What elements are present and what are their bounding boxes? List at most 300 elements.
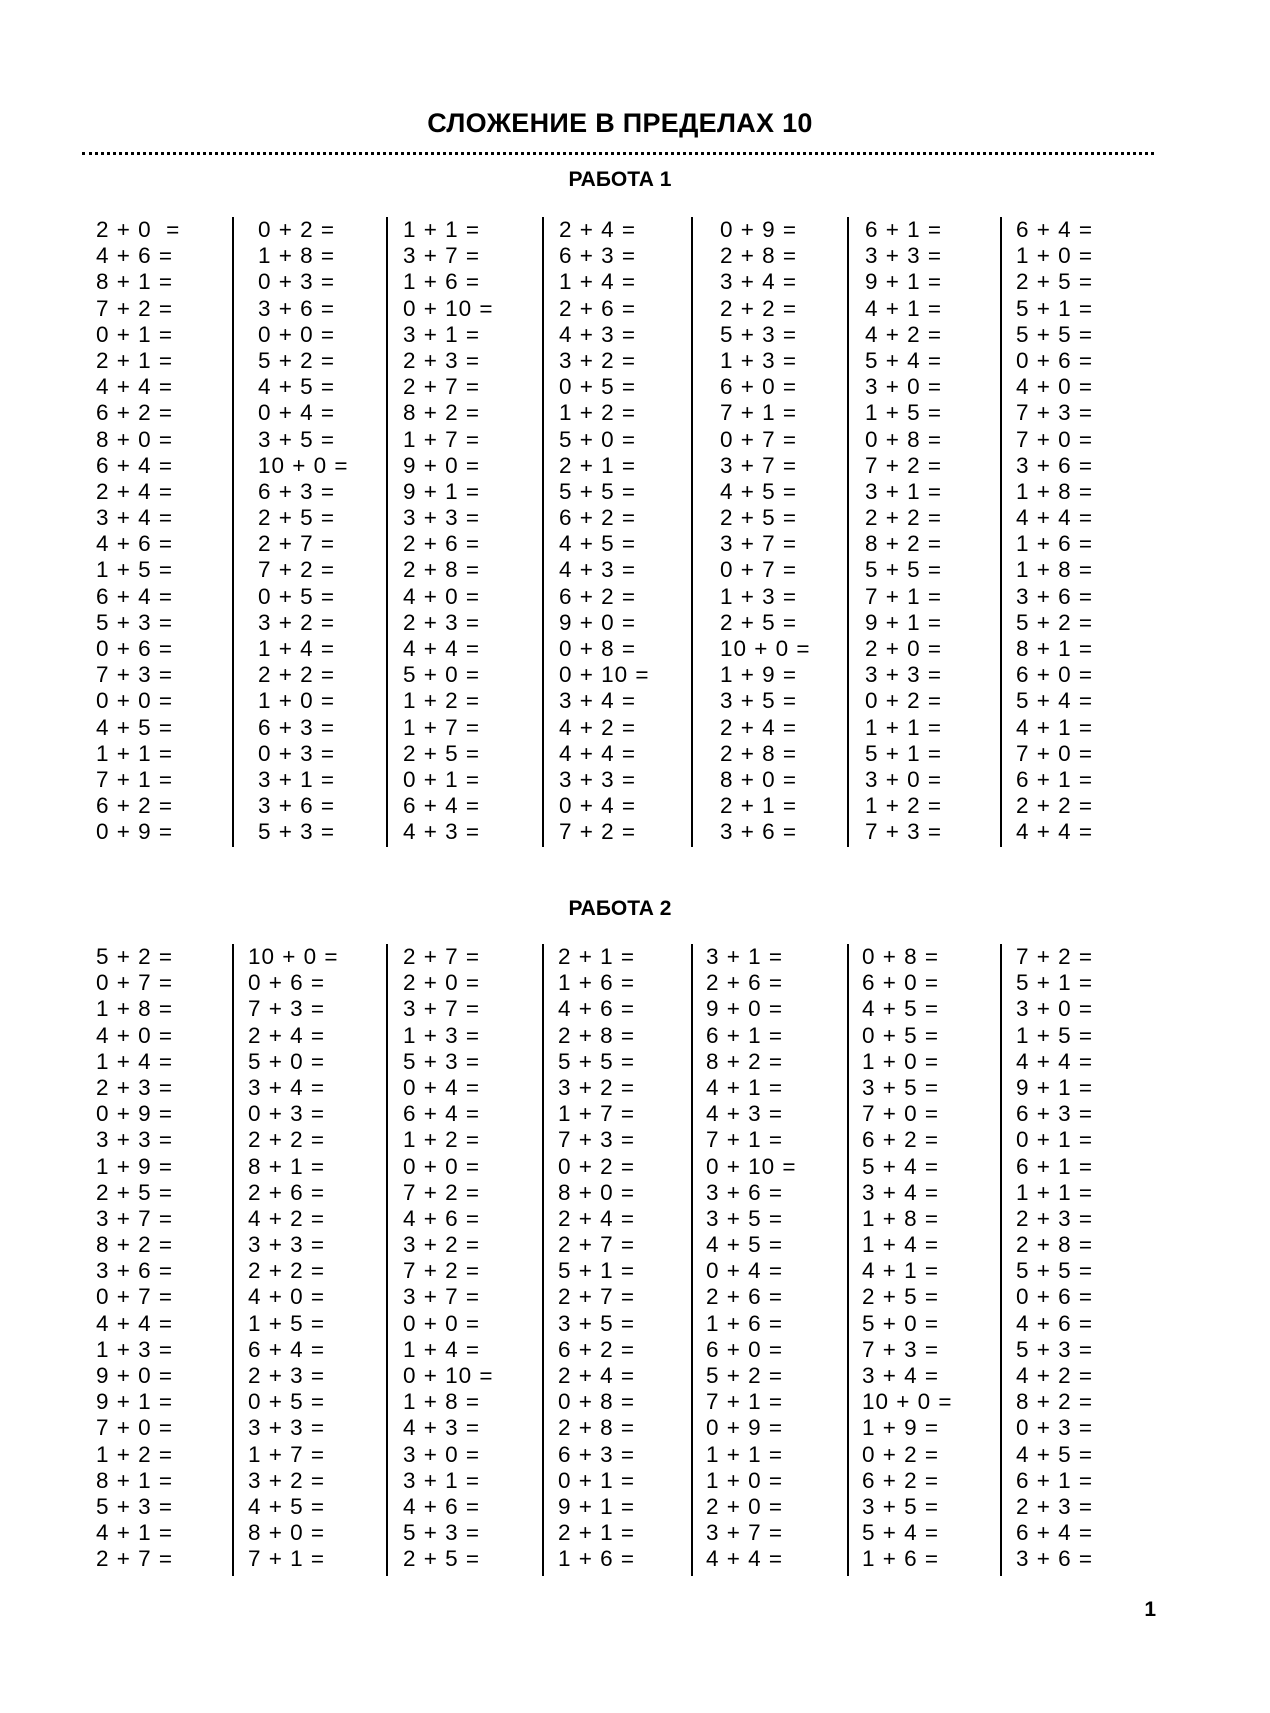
exercise: 2 + 2 = — [258, 662, 336, 688]
exercise: 2 + 7 = — [403, 944, 481, 969]
column-divider — [542, 944, 544, 1576]
exercise: 1 + 8 = — [862, 1205, 940, 1231]
exercise: 4 + 3 = — [559, 557, 637, 583]
exercise: 1 + 4 = — [862, 1232, 940, 1258]
exercise: 3 + 6 = — [720, 819, 798, 845]
exercise: 5 + 0 = — [862, 1310, 940, 1336]
exercise: 5 + 5 = — [559, 478, 637, 504]
exercise: 5 + 1 = — [1016, 970, 1094, 996]
exercise: 3 + 6 = — [1016, 1546, 1094, 1572]
exercise: 2 + 6 = — [248, 1179, 326, 1205]
exercise: 1 + 5 = — [248, 1310, 326, 1336]
exercise: 7 + 2 = — [865, 452, 943, 478]
exercise: 5 + 0 = — [559, 426, 637, 452]
exercise: 7 + 0 = — [862, 1101, 940, 1127]
exercise: 6 + 1 = — [865, 217, 943, 242]
exercise: 0 + 6 = — [1016, 347, 1094, 373]
exercise: 3 + 2 = — [403, 1232, 481, 1258]
exercise: 3 + 7 = — [403, 243, 481, 269]
exercise: 6 + 1 = — [1016, 1153, 1094, 1179]
exercise: 7 + 2 = — [559, 819, 637, 845]
exercise: 1 + 2 = — [403, 688, 481, 714]
exercise: 2 + 4 = — [558, 1363, 636, 1388]
exercise-column — [258, 217, 349, 846]
column-divider — [1000, 944, 1002, 1576]
exercise: 2 + 0 = — [403, 970, 481, 996]
exercise: 9 + 1 = — [403, 478, 481, 504]
exercise: 9 + 0 = — [559, 609, 637, 635]
exercise: 4 + 4 = — [96, 1310, 174, 1336]
exercise: 1 + 4 = — [559, 269, 637, 295]
exercise: 10 + 0 = — [862, 1389, 953, 1415]
exercise: 2 + 1 = — [558, 944, 636, 969]
exercise-column — [720, 217, 811, 846]
exercise: 2 + 7 = — [96, 1546, 174, 1572]
exercise: 5 + 0 = — [403, 662, 481, 688]
exercise: 4 + 2 = — [1016, 1363, 1094, 1388]
exercise: 0 + 1 = — [558, 1467, 636, 1493]
exercise: 1 + 5 = — [1016, 1022, 1094, 1048]
exercise: 2 + 1 = — [559, 452, 637, 478]
exercise: 1 + 4 = — [96, 1048, 174, 1074]
exercise: 7 + 1 = — [706, 1127, 784, 1153]
exercise: 0 + 0 = — [403, 1310, 481, 1336]
exercise: 1 + 2 = — [403, 1127, 481, 1153]
exercise: 1 + 0 = — [706, 1467, 784, 1493]
exercise: 1 + 8 = — [258, 243, 336, 269]
exercise: 2 + 4 = — [558, 1205, 636, 1231]
exercise: 3 + 2 = — [258, 609, 336, 635]
exercise: 2 + 6 = — [706, 970, 784, 996]
exercise: 4 + 3 = — [559, 321, 637, 347]
exercise: 7 + 1 = — [96, 766, 174, 792]
exercise: 6 + 3 = — [559, 243, 637, 269]
exercise: 5 + 5 = — [865, 557, 943, 583]
exercise: 1 + 6 = — [558, 970, 636, 996]
exercise: 0 + 1 = — [1016, 1127, 1094, 1153]
exercise: 3 + 4 = — [96, 505, 174, 531]
exercise: 8 + 2 = — [865, 531, 943, 557]
exercise: 3 + 1 = — [706, 944, 784, 969]
exercise: 4 + 0 = — [248, 1284, 326, 1310]
exercise: 3 + 3 = — [403, 505, 481, 531]
exercise: 4 + 1 = — [706, 1074, 784, 1100]
exercise: 2 + 8 = — [720, 243, 798, 269]
exercise: 3 + 4 = — [720, 269, 798, 295]
exercise: 2 + 1 = — [96, 347, 174, 373]
exercise: 2 + 8 = — [720, 740, 798, 766]
exercise: 4 + 2 = — [248, 1205, 326, 1231]
exercise: 0 + 8 = — [862, 944, 940, 969]
exercise: 0 + 7 = — [96, 970, 174, 996]
exercise: 8 + 0 = — [96, 426, 174, 452]
exercise: 2 + 5 = — [720, 505, 798, 531]
exercise: 7 + 3 = — [248, 996, 326, 1022]
exercise: 0 + 4 = — [403, 1074, 481, 1100]
exercise: 4 + 6 = — [96, 531, 174, 557]
exercise: 8 + 1 = — [1016, 636, 1094, 661]
exercise: 8 + 2 = — [1016, 1389, 1094, 1415]
exercise-column — [862, 944, 953, 1573]
exercise: 7 + 3 = — [96, 662, 174, 688]
exercise: 5 + 4 = — [865, 347, 943, 373]
exercise: 9 + 1 = — [96, 1389, 174, 1415]
exercise: 5 + 3 = — [1016, 1336, 1094, 1362]
exercise: 2 + 2 = — [720, 295, 798, 321]
exercise: 0 + 8 = — [865, 426, 943, 452]
exercise: 5 + 2 = — [96, 944, 174, 969]
exercise: 9 + 1 = — [865, 609, 943, 635]
column-divider — [691, 944, 693, 1576]
exercise: 7 + 3 = — [865, 819, 943, 845]
exercise: 0 + 5 = — [862, 1022, 940, 1048]
exercise: 4 + 1 = — [865, 295, 943, 321]
exercise: 4 + 2 = — [865, 321, 943, 347]
exercise: 0 + 0 = — [96, 688, 174, 714]
exercise: 5 + 3 = — [403, 1048, 481, 1074]
exercise: 0 + 10 = — [403, 1363, 494, 1388]
exercise: 0 + 10 = — [403, 295, 494, 321]
exercise: 3 + 7 = — [706, 1520, 784, 1546]
exercise: 1 + 0 = — [258, 688, 336, 714]
exercise: 2 + 8 = — [558, 1022, 636, 1048]
exercise: 4 + 5 = — [720, 478, 798, 504]
exercise: 1 + 9 = — [96, 1153, 174, 1179]
column-divider — [386, 944, 388, 1576]
exercise: 2 + 5 = — [403, 740, 481, 766]
exercise: 7 + 1 = — [865, 583, 943, 609]
exercise: 4 + 3 = — [403, 1415, 481, 1441]
exercise: 0 + 8 = — [559, 636, 637, 661]
exercise: 0 + 2 = — [558, 1153, 636, 1179]
exercise: 1 + 3 = — [96, 1336, 174, 1362]
work-2-grid — [0, 944, 1270, 1576]
column-divider — [232, 217, 234, 847]
exercise: 3 + 1 = — [258, 766, 336, 792]
exercise: 7 + 2 = — [258, 557, 336, 583]
column-divider — [847, 217, 849, 847]
exercise: 1 + 8 = — [403, 1389, 481, 1415]
exercise: 2 + 7 = — [258, 531, 336, 557]
exercise-column — [706, 944, 797, 1573]
exercise: 1 + 1 = — [403, 217, 481, 242]
exercise: 3 + 7 = — [720, 531, 798, 557]
exercise: 5 + 4 = — [1016, 688, 1094, 714]
exercise: 3 + 6 = — [258, 295, 336, 321]
exercise: 0 + 8 = — [558, 1389, 636, 1415]
exercise: 5 + 3 = — [720, 321, 798, 347]
exercise: 0 + 3 = — [258, 740, 336, 766]
column-divider — [232, 944, 234, 1576]
exercise: 6 + 4 = — [403, 1101, 481, 1127]
exercise: 3 + 1 = — [865, 478, 943, 504]
exercise: 1 + 3 = — [720, 347, 798, 373]
exercise: 6 + 1 = — [1016, 1467, 1094, 1493]
exercise: 3 + 5 = — [258, 426, 336, 452]
exercise: 2 + 1 = — [720, 793, 798, 819]
exercise: 8 + 0 = — [248, 1520, 326, 1546]
exercise: 1 + 7 = — [403, 714, 481, 740]
exercise: 3 + 4 = — [862, 1179, 940, 1205]
exercise: 2 + 8 = — [558, 1415, 636, 1441]
exercise: 4 + 5 = — [248, 1493, 326, 1519]
exercise: 4 + 4 = — [1016, 1048, 1094, 1074]
exercise: 4 + 1 = — [862, 1258, 940, 1284]
exercise: 8 + 0 = — [558, 1179, 636, 1205]
exercise-column — [559, 217, 650, 846]
exercise: 5 + 2 = — [1016, 609, 1094, 635]
exercise: 0 + 9 = — [720, 217, 798, 242]
exercise: 5 + 5 = — [1016, 1258, 1094, 1284]
exercise: 6 + 2 = — [96, 793, 174, 819]
exercise: 3 + 4 = — [248, 1074, 326, 1100]
exercise: 8 + 0 = — [720, 766, 798, 792]
exercise: 2 + 0 = — [865, 636, 943, 661]
exercise: 10 + 0 = — [248, 944, 339, 969]
exercise: 0 + 6 = — [1016, 1284, 1094, 1310]
exercise: 0 + 0 = — [403, 1153, 481, 1179]
exercise: 9 + 0 = — [706, 996, 784, 1022]
exercise: 1 + 7 = — [248, 1441, 326, 1467]
exercise: 0 + 3 = — [258, 269, 336, 295]
exercise: 0 + 9 = — [96, 819, 174, 845]
exercise: 0 + 2 = — [862, 1441, 940, 1467]
exercise: 6 + 0 = — [862, 970, 940, 996]
exercise: 3 + 0 = — [403, 1441, 481, 1467]
exercise: 2 + 7 = — [403, 374, 481, 400]
exercise: 2 + 7 = — [558, 1284, 636, 1310]
exercise-column — [558, 944, 635, 1573]
exercise: 6 + 2 = — [558, 1336, 636, 1362]
exercise: 1 + 1 = — [865, 714, 943, 740]
exercise: 8 + 2 = — [96, 1232, 174, 1258]
exercise: 0 + 10 = — [706, 1153, 797, 1179]
exercise: 4 + 5 = — [1016, 1441, 1094, 1467]
exercise: 2 + 7 = — [558, 1232, 636, 1258]
exercise: 4 + 6 = — [1016, 1310, 1094, 1336]
exercise: 4 + 6 = — [558, 996, 636, 1022]
exercise: 0 + 7 = — [720, 426, 798, 452]
exercise: 9 + 1 = — [865, 269, 943, 295]
exercise: 4 + 6 = — [96, 243, 174, 269]
exercise: 0 + 7 = — [96, 1284, 174, 1310]
exercise: 1 + 6 = — [862, 1546, 940, 1572]
exercise: 6 + 4 = — [96, 452, 174, 478]
exercise: 0 + 7 = — [720, 557, 798, 583]
exercise: 0 + 5 = — [258, 583, 336, 609]
exercise: 3 + 6 = — [258, 793, 336, 819]
exercise: 7 + 1 = — [720, 400, 798, 426]
exercise: 6 + 4 = — [248, 1336, 326, 1362]
exercise: 3 + 6 = — [1016, 583, 1094, 609]
exercise: 3 + 2 = — [248, 1467, 326, 1493]
exercise: 10 + 0 = — [720, 636, 811, 661]
exercise: 2 + 3 = — [403, 347, 481, 373]
exercise: 6 + 3 = — [258, 714, 336, 740]
exercise: 0 + 5 = — [248, 1389, 326, 1415]
exercise: 5 + 0 = — [248, 1048, 326, 1074]
exercise: 4 + 4 = — [96, 374, 174, 400]
exercise: 1 + 1 = — [96, 740, 174, 766]
exercise: 1 + 7 = — [558, 1101, 636, 1127]
exercise: 6 + 0 = — [706, 1336, 784, 1362]
exercise: 5 + 2 = — [706, 1363, 784, 1388]
exercise: 6 + 3 = — [1016, 1101, 1094, 1127]
exercise: 5 + 5 = — [558, 1048, 636, 1074]
exercise: 2 + 2 = — [248, 1258, 326, 1284]
column-divider — [847, 944, 849, 1576]
exercise: 0 + 2 = — [258, 217, 336, 242]
exercise: 4 + 6 = — [403, 1493, 481, 1519]
exercise: 1 + 1 = — [1016, 1179, 1094, 1205]
exercise: 4 + 2 = — [559, 714, 637, 740]
exercise: 6 + 0 = — [720, 374, 798, 400]
exercise: 6 + 3 = — [258, 478, 336, 504]
exercise: 4 + 5 = — [862, 996, 940, 1022]
exercise: 4 + 4 = — [706, 1546, 784, 1572]
exercise: 3 + 4 = — [862, 1363, 940, 1388]
work-1-title: РАБОТА 1 — [568, 168, 672, 191]
exercise: 0 + 9 = — [706, 1415, 784, 1441]
exercise: 3 + 6 = — [706, 1179, 784, 1205]
exercise: 3 + 3 = — [96, 1127, 174, 1153]
exercise-column — [248, 944, 339, 1573]
exercise: 6 + 2 = — [96, 400, 174, 426]
exercise: 2 + 5 = — [862, 1284, 940, 1310]
exercise: 4 + 5 = — [96, 714, 174, 740]
exercise: 2 + 5 = — [258, 505, 336, 531]
exercise: 0 + 2 = — [865, 688, 943, 714]
exercise: 3 + 4 = — [559, 688, 637, 714]
exercise: 6 + 2 = — [862, 1467, 940, 1493]
exercise-column — [96, 217, 180, 846]
exercise: 7 + 1 = — [706, 1389, 784, 1415]
exercise: 7 + 0 = — [96, 1415, 174, 1441]
exercise: 6 + 0 = — [1016, 662, 1094, 688]
exercise: 4 + 5 = — [559, 531, 637, 557]
exercise: 8 + 1 = — [96, 1467, 174, 1493]
exercise: 0 + 3 = — [1016, 1415, 1094, 1441]
exercise: 1 + 9 = — [720, 662, 798, 688]
exercise-column — [865, 217, 942, 846]
exercise: 1 + 5 = — [96, 557, 174, 583]
exercise: 2 + 0 = — [706, 1493, 784, 1519]
exercise: 0 + 6 = — [248, 970, 326, 996]
exercise: 1 + 0 = — [1016, 243, 1094, 269]
exercise: 7 + 0 = — [1016, 426, 1094, 452]
exercise: 1 + 8 = — [1016, 478, 1094, 504]
exercise: 1 + 1 = — [706, 1441, 784, 1467]
exercise: 4 + 1 = — [96, 1520, 174, 1546]
exercise: 2 + 0 = — [96, 217, 181, 242]
exercise: 5 + 1 = — [1016, 295, 1094, 321]
exercise: 2 + 8 = — [1016, 1232, 1094, 1258]
exercise: 1 + 3 = — [720, 583, 798, 609]
exercise: 7 + 3 = — [1016, 400, 1094, 426]
exercise: 6 + 2 = — [862, 1127, 940, 1153]
page-title: СЛОЖЕНИЕ В ПРЕДЕЛАХ 10 — [427, 108, 813, 138]
exercise: 1 + 2 = — [559, 400, 637, 426]
exercise: 3 + 1 = — [403, 321, 481, 347]
exercise: 2 + 2 = — [1016, 793, 1094, 819]
exercise: 2 + 5 = — [96, 1179, 174, 1205]
exercise-column — [1016, 217, 1093, 846]
exercise: 3 + 3 = — [559, 766, 637, 792]
exercise: 2 + 3 = — [403, 609, 481, 635]
exercise: 6 + 2 = — [559, 583, 637, 609]
exercise: 3 + 1 = — [403, 1467, 481, 1493]
exercise: 1 + 4 = — [258, 636, 336, 661]
exercise: 5 + 1 = — [558, 1258, 636, 1284]
exercise: 1 + 6 = — [1016, 531, 1094, 557]
exercise: 6 + 3 = — [558, 1441, 636, 1467]
exercise: 1 + 6 = — [558, 1546, 636, 1572]
work-2-title: РАБОТА 2 — [568, 897, 672, 920]
exercise: 1 + 0 = — [862, 1048, 940, 1074]
exercise: 2 + 2 = — [865, 505, 943, 531]
exercise: 1 + 8 = — [1016, 557, 1094, 583]
exercise: 8 + 2 = — [706, 1048, 784, 1074]
exercise: 3 + 2 = — [558, 1074, 636, 1100]
exercise: 4 + 3 = — [706, 1101, 784, 1127]
exercise: 2 + 8 = — [403, 557, 481, 583]
exercise: 6 + 4 = — [96, 583, 174, 609]
exercise: 3 + 3 = — [865, 243, 943, 269]
exercise: 0 + 6 = — [96, 636, 174, 661]
exercise: 1 + 3 = — [403, 1022, 481, 1048]
exercise: 2 + 5 = — [403, 1546, 481, 1572]
exercise: 2 + 3 = — [96, 1074, 174, 1100]
exercise: 0 + 10 = — [559, 662, 650, 688]
exercise: 3 + 7 = — [96, 1205, 174, 1231]
exercise: 7 + 2 = — [1016, 944, 1094, 969]
exercise: 1 + 2 = — [865, 793, 943, 819]
exercise: 0 + 5 = — [559, 374, 637, 400]
column-divider — [1000, 217, 1002, 847]
exercise: 5 + 3 = — [96, 609, 174, 635]
exercise: 3 + 3 = — [248, 1415, 326, 1441]
exercise: 5 + 3 = — [96, 1493, 174, 1519]
exercise: 0 + 4 = — [258, 400, 336, 426]
dotted-divider — [82, 152, 1154, 155]
exercise: 2 + 2 = — [248, 1127, 326, 1153]
exercise: 6 + 1 = — [1016, 766, 1094, 792]
exercise: 3 + 3 = — [248, 1232, 326, 1258]
exercise: 1 + 2 = — [96, 1441, 174, 1467]
exercise-column — [403, 944, 494, 1573]
exercise: 0 + 4 = — [559, 793, 637, 819]
exercise: 7 + 3 = — [558, 1127, 636, 1153]
exercise: 7 + 2 = — [403, 1179, 481, 1205]
exercise: 3 + 7 = — [403, 1284, 481, 1310]
exercise: 4 + 4 = — [1016, 819, 1094, 845]
exercise: 3 + 7 = — [403, 996, 481, 1022]
exercise: 1 + 4 = — [403, 1336, 481, 1362]
column-divider — [542, 217, 544, 847]
exercise: 0 + 1 = — [403, 766, 481, 792]
exercise: 7 + 3 = — [862, 1336, 940, 1362]
exercise: 1 + 6 = — [706, 1310, 784, 1336]
page-number: 1 — [1144, 1598, 1156, 1621]
exercise: 9 + 0 = — [96, 1363, 174, 1388]
exercise-column — [96, 944, 173, 1573]
exercise: 4 + 4 = — [559, 740, 637, 766]
exercise: 5 + 2 = — [258, 347, 336, 373]
exercise: 4 + 4 = — [1016, 505, 1094, 531]
exercise: 1 + 5 = — [865, 400, 943, 426]
exercise: 2 + 5 = — [720, 609, 798, 635]
exercise: 3 + 0 = — [865, 766, 943, 792]
